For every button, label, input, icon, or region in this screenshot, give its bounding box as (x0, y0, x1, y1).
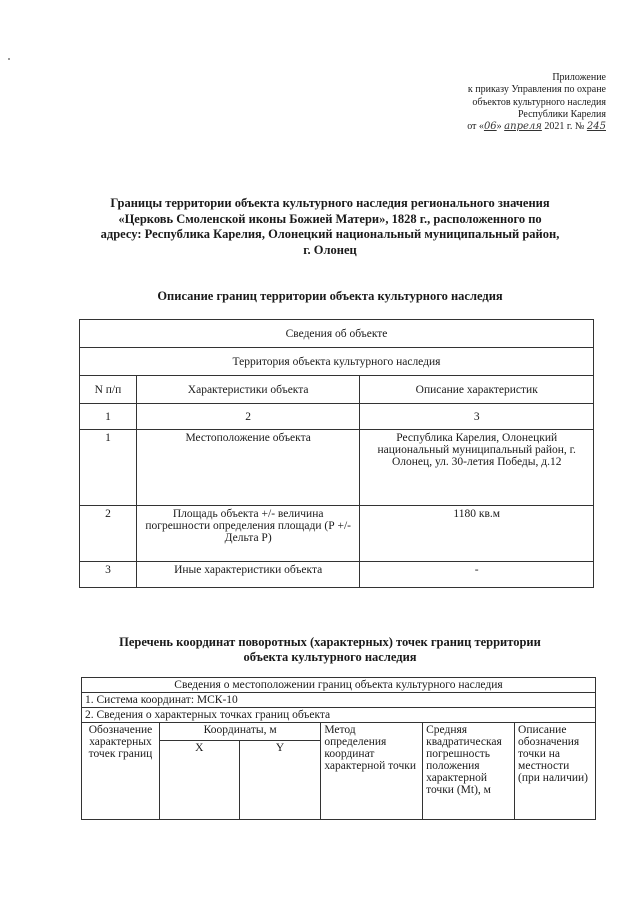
table-header: Сведения о местоположении границ объекта культурного наследия (82, 678, 596, 693)
object-info-table (79, 319, 594, 588)
column-header-error: Средняя квадратическая погрешность положения характерной точки (Mt), м (423, 723, 515, 820)
column-header-designation: Обозначение характерных точек границ (82, 723, 160, 820)
column-header: Описание характеристик (360, 376, 594, 404)
section-heading-boundaries: Описание границ территории объекта культурного наследия (157, 289, 503, 303)
appendix-line: к приказу Управления по охране (467, 84, 606, 96)
order-date-line: от «06» апреля 2021 г. № 245 (467, 121, 606, 133)
appendix-line: объектов культурного наследия (472, 96, 606, 108)
points-info-row: 2. Сведения о характерных точках границ объекта (82, 708, 596, 723)
appendix-block (396, 72, 606, 133)
column-header-x: X (159, 741, 239, 820)
coordinate-system-row: 1. Система координат: МСК-10 (82, 693, 596, 708)
column-header-coordinates: Координаты, м (159, 723, 320, 741)
section-heading-coordinates: Перечень координат поворотных (характерных) точек границ территории объекта культурного наследия (119, 635, 541, 664)
column-number: 1 (80, 404, 137, 430)
scan-speck (8, 58, 10, 60)
appendix-line: Приложение (552, 72, 606, 83)
appendix-line: Республики Карелия (517, 108, 606, 120)
column-header-method: Метод определения координат характерной точки (321, 723, 423, 820)
table-row: 3 Иные характеристики объекта - (80, 562, 594, 588)
column-header-y: Y (239, 741, 321, 820)
table-row: 2 Площадь объекта +/- величина погрешности определения площади (Р +/- Дельта Р) 1180 кв.м (80, 506, 594, 562)
column-number: 2 (136, 404, 360, 430)
column-header: N п/п (80, 376, 137, 404)
handwritten-number: 245 (586, 121, 606, 133)
column-header-description: Описание обозначения точки на местности (при наличии) (515, 723, 596, 820)
handwritten-day: 06 (483, 121, 497, 133)
column-number: 3 (360, 404, 594, 430)
column-header: Характеристики объекта (136, 376, 360, 404)
table-header: Сведения об объекте (80, 320, 594, 348)
document-title: Границы территории объекта культурного наследия регионального значения «Церковь Смоленской иконы Божией Матери», 1828 г., расположенного по адресу: Республика Карелия, Олонецкий национальный муниципальный район, г. Олонец (100, 196, 560, 257)
coordinates-table (81, 677, 596, 820)
handwritten-month: апреля (504, 121, 542, 133)
table-row: 1 Местоположение объекта Республика Карелия, Олонецкий национальный муниципальный район, г. Олонец, ул. 30-летия Победы, д.12 (80, 430, 594, 506)
table-subheader: Территория объекта культурного наследия (80, 348, 594, 376)
